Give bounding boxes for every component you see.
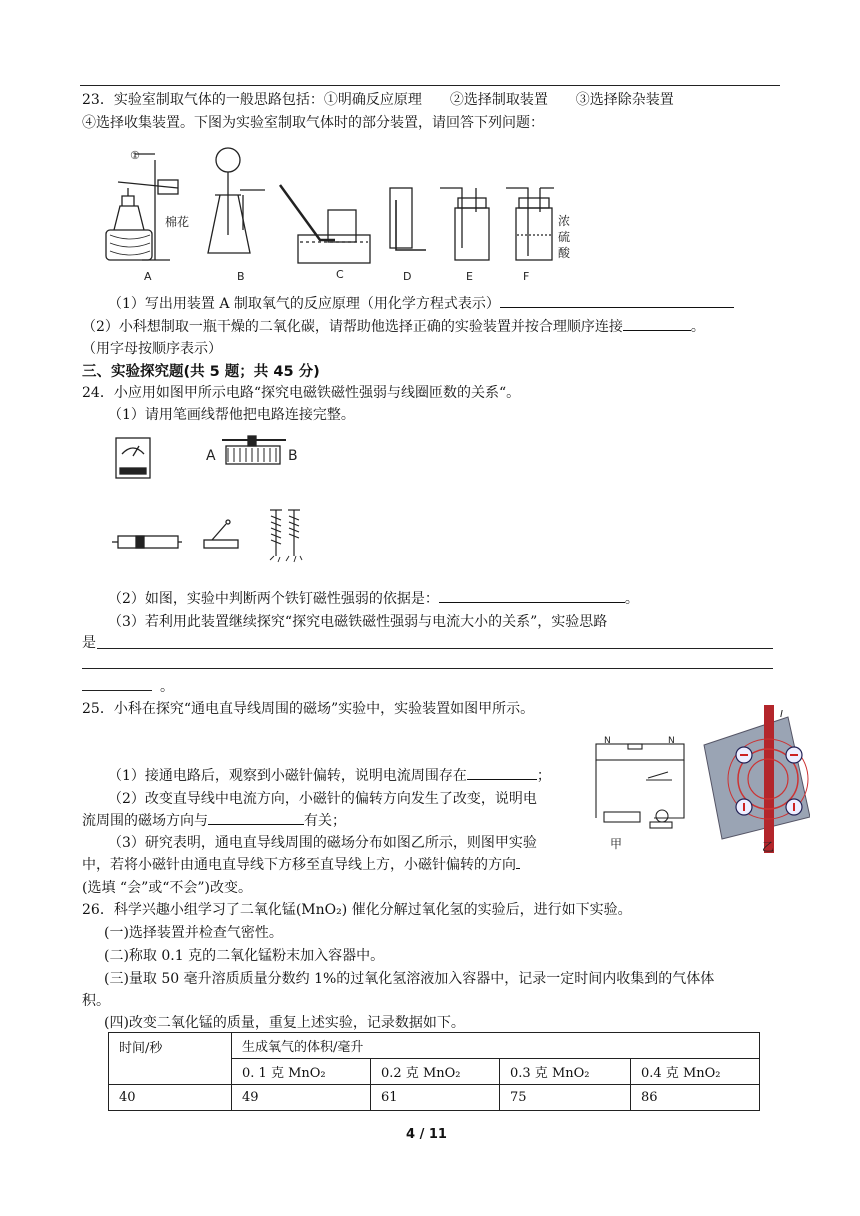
header-volume: 生成氧气的体积/毫升: [232, 1033, 760, 1059]
letter-e: E: [466, 270, 473, 283]
apparatus-f: [506, 188, 554, 260]
answer-blank[interactable]: [623, 316, 691, 331]
letter-f: F: [523, 270, 530, 283]
table-cell: 75: [500, 1085, 631, 1111]
top-rule: [80, 85, 780, 86]
q26-step1: (一)选择装置并检查气密性。: [104, 925, 283, 941]
q25-sub2b: 流周围的磁场方向与 有关；: [82, 810, 346, 830]
q24-sub2: （2）如图，实验中判断两个铁钉磁性强弱的依据是： 。: [108, 588, 639, 608]
table-header-row: [109, 1033, 760, 1059]
oxygen-volume-table: [108, 1032, 760, 1111]
label-n1: N: [604, 736, 611, 746]
letter-d: D: [403, 270, 412, 283]
letter-a: A: [144, 270, 152, 283]
label-cotton: 棉花: [165, 215, 190, 229]
q25-sub2a: （2）改变直导线中电流方向，小磁针的偏转方向发生了改变，说明电: [108, 791, 537, 807]
column-header: 0. 1 克 MnO₂: [232, 1059, 371, 1085]
letter-c: C: [336, 268, 344, 281]
column-header: 0.2 克 MnO₂: [371, 1059, 500, 1085]
q26-line1: 26．科学兴趣小组学习了二氧化锰(MnO₂) 催化分解过氧化氢的实验后，进行如下实验。: [82, 902, 632, 918]
fig-jia-caption: 甲: [610, 837, 623, 851]
answer-blank[interactable]: [516, 854, 520, 869]
battery-icon: [112, 536, 182, 548]
answer-blank[interactable]: [500, 293, 734, 308]
apparatus-a: [106, 154, 178, 260]
q25-sub3a: （3）研究表明，通电直导线周围的磁场分布如图乙所示，则图甲实验: [108, 835, 537, 851]
q24-sub1: （1）请用笔画线帮他把电路连接完整。: [108, 407, 355, 423]
letter-b: B: [237, 270, 245, 283]
q24-sub3: （3）若利用此装置继续探究“探究电磁铁磁性强弱与电流大小的关系”，实验思路: [108, 614, 608, 630]
q25-sub3c: (选填 “会”或“不会”)改变。: [82, 880, 253, 896]
label-conc-3: 酸: [558, 246, 571, 260]
electromagnet-nails-icon: [270, 510, 302, 562]
q26-step3a: (三)量取 50 毫升溶质质量分数约 1%的过氧化氢溶液加入容器中，记录一定时间内收集到的气体体: [104, 971, 715, 987]
apparatus-b: [208, 148, 265, 253]
q25-line1: 25．小科在探究“通电直导线周围的磁场”实验中，实验装置如图甲所示。: [82, 701, 535, 717]
label-one: ①: [130, 149, 140, 162]
answer-blank[interactable]: [439, 588, 625, 603]
rheostat-label-a: A: [206, 448, 216, 464]
q23-sub2b: （用字母按顺序表示）: [82, 341, 222, 357]
table-cell: 49: [232, 1085, 371, 1111]
label-conc-2: 硫: [558, 230, 571, 244]
rheostat-label-b: B: [288, 448, 298, 464]
apparatus-d: [390, 188, 426, 250]
q25-figure-yi: [700, 705, 810, 855]
fig-yi-caption: 乙: [762, 840, 775, 854]
label-conc-1: 浓: [558, 214, 571, 228]
table-cell: 86: [631, 1085, 760, 1111]
q24-sub3-cont: 是: [82, 635, 96, 651]
ammeter-icon: [116, 438, 150, 478]
q25-sub3b: 中，若将小磁针由通电直导线下方移至直导线上方，小磁针偏转的方向: [82, 854, 520, 874]
q23-sub2a: （2）小科想制取一瓶干燥的二氧化碳，请帮助他选择正确的实验装置并按合理顺序连接 。: [82, 316, 705, 336]
apparatus-c: [280, 185, 370, 263]
answer-line[interactable]: [82, 668, 773, 669]
q24-end: 。: [160, 679, 174, 695]
table-cell-time: 40: [109, 1085, 232, 1111]
table-cell: 61: [371, 1085, 500, 1111]
q25-figure-jia: [588, 734, 692, 854]
q26-step4: (四)改变二氧化锰的质量，重复上述实验，记录数据如下。: [104, 1015, 465, 1031]
header-time: 时间/秒: [109, 1033, 232, 1085]
q26-step2: (二)称取 0.1 克的二氧化锰粉末加入容器中。: [104, 948, 385, 964]
answer-line[interactable]: [97, 648, 773, 649]
apparatus-e: [440, 188, 489, 260]
answer-blank[interactable]: [208, 810, 304, 825]
q24-line1: 24．小应用如图甲所示电路“探究电磁铁磁性强弱与线圈匝数的关系“。: [82, 385, 521, 401]
q23-line1: 23．实验室制取气体的一般思路包括：①明确反应原理 ②选择制取装置 ③选择除杂装置: [82, 92, 674, 108]
page-number: 4 / 11: [406, 1127, 447, 1142]
q23-sub1: （1）写出用装置 A 制取氧气的反应原理（用化学方程式表示）: [108, 293, 734, 313]
answer-line[interactable]: [82, 690, 152, 691]
section-heading: 三、实验探究题(共 5 题；共 45 分): [82, 364, 320, 380]
q26-step3b: 积。: [82, 993, 110, 1009]
rheostat-icon: [222, 436, 286, 464]
q25-sub1: （1）接通电路后，观察到小磁针偏转，说明电流周围存在 ；: [108, 765, 551, 785]
label-n2: N: [668, 736, 675, 746]
answer-blank[interactable]: [467, 765, 537, 780]
label-i: I: [780, 709, 783, 720]
column-header: 0.3 克 MnO₂: [500, 1059, 631, 1085]
table-row: [109, 1085, 760, 1111]
q23-apparatus-figure: [100, 140, 580, 290]
switch-icon: [204, 520, 238, 548]
q24-circuit-components: [108, 432, 328, 564]
q23-line2: ④选择收集装置。下图为实验室制取气体时的部分装置，请回答下列问题：: [82, 115, 544, 131]
column-header: 0.4 克 MnO₂: [631, 1059, 760, 1085]
